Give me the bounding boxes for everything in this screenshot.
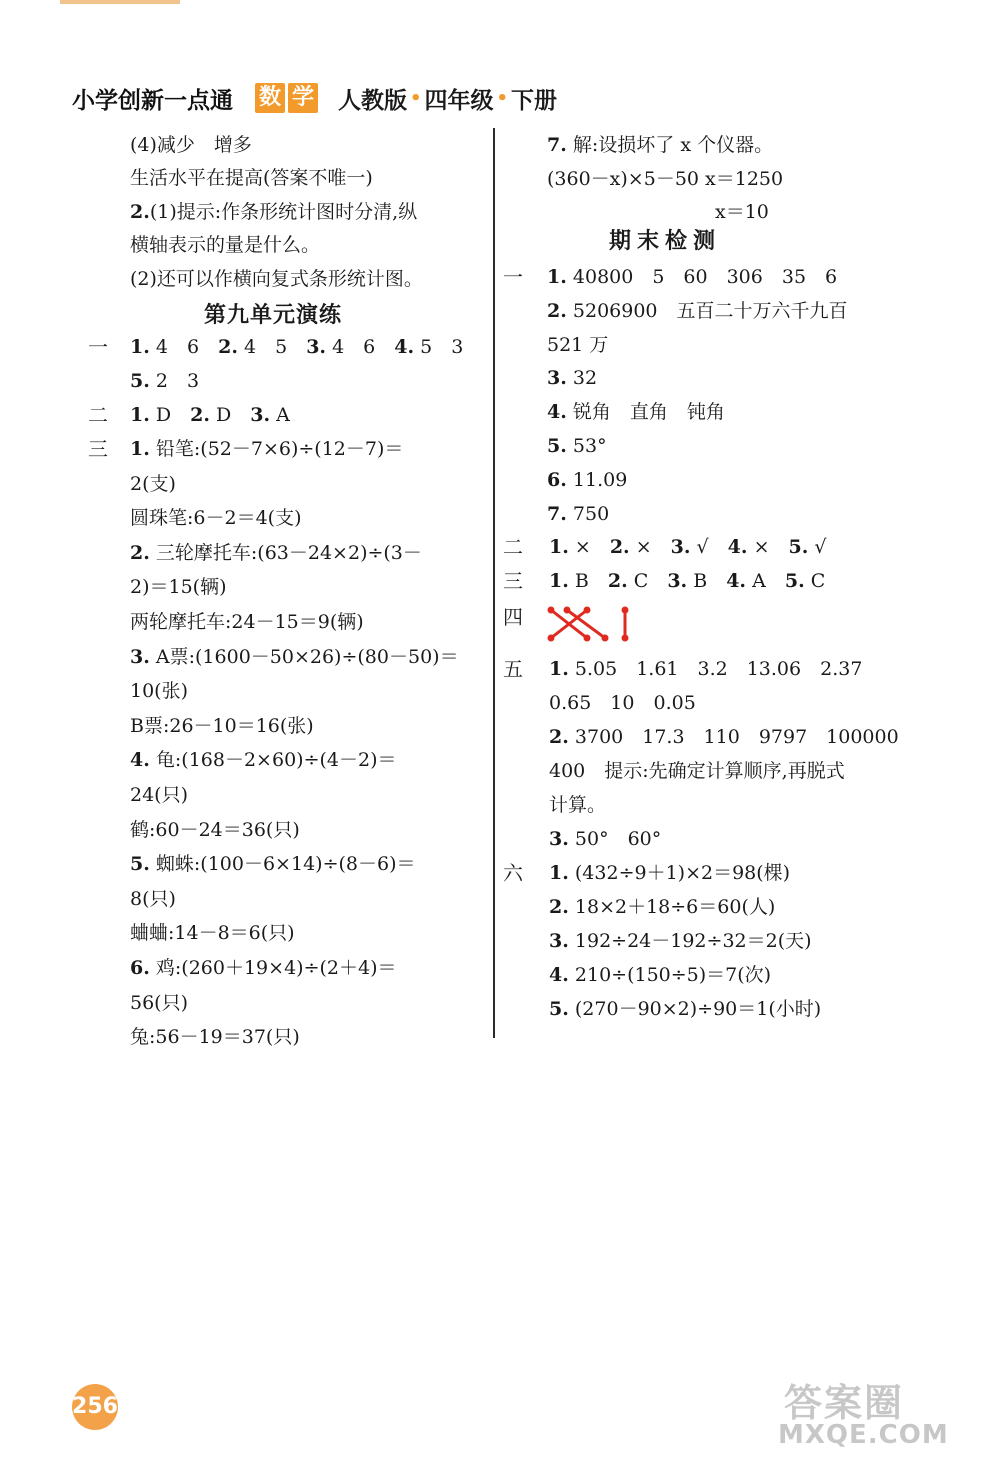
answer-line: [547, 395, 725, 429]
answer-line: [130, 709, 314, 743]
answer-text: (1)提示:作条形统计图时分清,纵: [149, 201, 418, 223]
question-number: 2.: [609, 536, 630, 558]
volume-label: 下册: [511, 87, 558, 114]
answer-text: 2 3: [155, 370, 200, 392]
answer-text: 4 6: [155, 336, 200, 358]
question-number: 6.: [547, 468, 567, 491]
question-number: 1.: [549, 658, 569, 680]
question-number: 4.: [130, 749, 150, 772]
answer-text: 3700 17.3 110 9797 100000: [574, 726, 899, 748]
answer-line: [130, 364, 199, 398]
question-number: 2.: [130, 541, 150, 564]
question-number: 6.: [130, 957, 150, 979]
match-dot: [548, 607, 555, 614]
answer-line: [549, 788, 606, 822]
answer-text: 192÷24－192÷32＝2(天): [574, 930, 812, 952]
answer-text: 4 6: [332, 336, 376, 358]
answer-line: [549, 958, 771, 992]
answer-text: 两轮摩托车:24－15＝9(辆): [130, 611, 364, 633]
subject-badge-2: 学: [288, 83, 318, 113]
answer-text: A: [752, 570, 766, 592]
watermark-logo: [778, 1372, 978, 1450]
answer-text: B: [693, 570, 708, 592]
section-label: 六: [503, 861, 523, 885]
watermark-text: 答案圈: [784, 1381, 905, 1425]
answer-text: 龟:(168－2×60)÷(4－2)＝: [155, 749, 397, 772]
answer-line: [549, 856, 790, 890]
answer-text: D: [155, 404, 172, 426]
answer-line: [130, 605, 364, 639]
answer-line: [549, 530, 827, 564]
answer-text: 鸡:(260＋19×4)÷(2＋4)＝: [155, 957, 397, 979]
match-dot: [564, 607, 571, 614]
match-dot: [622, 607, 629, 614]
answer-text: ×: [574, 536, 591, 558]
answer-line: [130, 882, 176, 916]
answer-line: [547, 162, 783, 196]
answer-line: [130, 916, 295, 950]
answer-line: [130, 467, 176, 501]
question-number: 3.: [130, 645, 150, 668]
answer-text: 210÷(150÷5)＝7(次): [574, 964, 772, 986]
question-number: 3.: [667, 570, 688, 592]
page-header: [72, 78, 557, 118]
answer-text: ×: [753, 536, 770, 558]
answer-line: [130, 330, 463, 364]
question-number: 7.: [547, 502, 567, 525]
section-label: 二: [503, 535, 523, 559]
answer-line: 横轴表示的量是什么。: [130, 234, 321, 256]
answer-text: (270－90×2)÷90＝1(小时): [574, 998, 822, 1020]
question-number: 3.: [250, 404, 271, 426]
answer-line: [130, 570, 227, 604]
section-label: 五: [503, 657, 523, 681]
answer-text: (360－x)×5－50 x＝1250: [547, 167, 784, 190]
question-number: 2.: [218, 336, 238, 358]
edition-label: 人教版: [338, 87, 407, 114]
question-number: 2.: [547, 299, 567, 322]
answer-line: [547, 328, 608, 362]
question-number: 1.: [130, 336, 150, 358]
question-number: 1.: [549, 536, 569, 558]
question-number: 4.: [726, 570, 747, 592]
question-number: 1.: [549, 570, 569, 592]
answer-text: B: [574, 570, 589, 592]
section-label: 三: [88, 437, 108, 461]
answer-line: [130, 640, 459, 674]
answer-text: 5206900 五百二十万六千九百: [572, 299, 848, 322]
answer-line: [549, 754, 845, 788]
question-number: 1.: [549, 862, 569, 884]
match-dot: [584, 607, 591, 614]
answer-line: [547, 463, 627, 497]
answer-text: 0.65 10 0.05: [549, 692, 696, 714]
question-number: 1.: [130, 404, 150, 426]
answer-line: (4)减少 增多: [130, 134, 252, 156]
answer-text: 2(支): [130, 472, 176, 495]
separator-dot: •: [410, 87, 422, 109]
answer-text: 铅笔:(52－7×6)÷(12－7)＝: [155, 438, 404, 460]
column-divider: [493, 128, 495, 1038]
match-dot: [548, 635, 555, 642]
question-number: 2.: [190, 404, 210, 426]
answer-text: √: [814, 536, 827, 558]
answer-text: 2)＝15(辆): [130, 576, 227, 599]
answer-text: A票:(1600－50×26)÷(80－50)＝: [155, 645, 459, 668]
answer-text: 18×2＋18÷6＝60(人): [574, 896, 776, 918]
separator-dot: •: [496, 87, 509, 109]
answer-line: [130, 1020, 300, 1054]
section-label: 四: [503, 605, 523, 629]
answer-text: A: [276, 404, 290, 426]
question-number: 5.: [788, 536, 809, 558]
answer-line: [715, 195, 769, 229]
answer-line: [130, 432, 403, 466]
watermark-url: MXQE.COM: [778, 1420, 949, 1450]
answer-line: [130, 951, 397, 985]
match-dot: [602, 635, 609, 642]
grade-label: 四年级: [424, 87, 494, 114]
matching-lines-diagram: [545, 604, 635, 644]
answer-text: 400 提示:先确定计算顺序,再脱式: [549, 760, 845, 782]
answer-line: [549, 992, 821, 1026]
final-exam-title: 期末检测: [609, 228, 722, 254]
top-color-band: [60, 0, 180, 4]
answer-text: B票:26－10＝16(张): [130, 714, 314, 737]
answer-text: 521 万: [547, 333, 609, 356]
answer-line: [547, 361, 597, 395]
question-number: 5.: [784, 570, 805, 592]
answer-line: [549, 924, 812, 958]
answer-line: [549, 822, 661, 856]
question-number: 5.: [547, 435, 567, 457]
answer-text: 10(张): [130, 680, 189, 703]
series-title: 小学创新一点通: [72, 87, 233, 114]
answer-line: [549, 564, 825, 598]
answer-line: [549, 720, 899, 754]
answer-line: [547, 128, 773, 162]
answer-text: D: [216, 404, 232, 426]
answer-text: 53°: [572, 435, 607, 457]
question-number: 2.: [549, 896, 569, 918]
question-number: 3.: [547, 367, 567, 390]
answer-line: [130, 743, 397, 777]
match-line: [567, 610, 605, 638]
answer-line: [130, 674, 188, 708]
question-number: 3.: [549, 828, 569, 850]
answer-text: 三轮摩托车:(63－24×2)÷(3－: [155, 541, 422, 564]
answer-text: 50° 60°: [574, 828, 662, 850]
answer-text: (432÷9＋1)×2＝98(棵): [574, 862, 791, 884]
answer-line: [547, 429, 607, 463]
answer-text: x＝10: [715, 201, 769, 223]
answer-text: 蜘蛛:(100－6×14)÷(8－6)＝: [155, 853, 416, 876]
question-number: 2.: [549, 726, 569, 748]
question-number: 4.: [547, 401, 567, 424]
section-label: 三: [503, 569, 523, 593]
answer-line: 生活水平在提高(答案不唯一): [130, 167, 373, 189]
answer-text: 5.05 1.61 3.2 13.06 2.37: [574, 658, 863, 680]
answer-text: 40800 5 60 306 35 6: [572, 266, 838, 288]
subject-badge-1: 数: [255, 83, 285, 113]
answer-text: 4 5: [243, 336, 288, 358]
answer-line: [547, 497, 609, 531]
question-number: 3.: [670, 536, 691, 558]
answer-text: 圆珠笔:6－2＝4(支): [130, 507, 302, 530]
answer-text: 32: [572, 367, 598, 390]
question-number: 7.: [547, 134, 567, 156]
match-dot: [584, 635, 591, 642]
question-number: 1.: [547, 266, 567, 288]
question-number: 1.: [130, 438, 150, 460]
answer-text: C: [810, 570, 826, 592]
question-number: 4.: [549, 964, 569, 986]
question-number: 5.: [130, 370, 150, 392]
answer-line: [130, 986, 188, 1020]
answer-line: (2)还可以作横向复式条形统计图。: [130, 268, 423, 290]
answer-text: 8(只): [130, 887, 176, 910]
answer-line: [130, 847, 416, 881]
question-number: 3.: [306, 336, 327, 358]
answer-line: [549, 686, 696, 720]
match-dot: [622, 635, 629, 642]
unit-title: 第九单元演练: [204, 302, 343, 328]
answer-line: [130, 778, 188, 812]
answer-line: [547, 294, 848, 328]
answer-text: 鹤:60－24＝36(只): [130, 818, 300, 841]
answer-text: 750: [572, 502, 610, 525]
question-number: 2.: [607, 570, 628, 592]
answer-line: [130, 501, 302, 535]
answer-line: [130, 813, 300, 847]
answer-line: [130, 195, 417, 229]
answer-text: 11.09: [572, 468, 628, 491]
answer-line: [549, 890, 775, 924]
answer-text: ×: [635, 536, 652, 558]
question-number: 3.: [549, 930, 569, 952]
answer-text: 蛐蛐:14－8＝6(只): [130, 922, 295, 945]
question-number: 5.: [549, 998, 569, 1020]
section-label: 一: [503, 265, 523, 289]
question-number: 5.: [130, 853, 150, 876]
answer-text: 24(只): [130, 784, 189, 806]
answer-text: 56(只): [130, 991, 189, 1014]
question-number: 2.: [130, 201, 150, 223]
answer-text: √: [696, 536, 709, 558]
question-number: 4.: [394, 336, 415, 358]
section-label: 一: [88, 335, 108, 359]
answer-text: 计算。: [549, 794, 607, 816]
section-label: 二: [88, 403, 108, 427]
answer-line: [549, 652, 862, 686]
answer-text: 解:设损坏了 x 个仪器。: [572, 134, 774, 156]
answer-line: [130, 398, 290, 432]
answer-text: 兔:56－19＝37(只): [130, 1026, 300, 1049]
page-number-badge: 256: [72, 1384, 118, 1430]
answer-text: 5 3: [420, 336, 464, 358]
answer-text: 锐角 直角 钝角: [572, 401, 725, 424]
answer-line: [130, 536, 422, 570]
question-number: 4.: [727, 536, 748, 558]
answer-text: C: [633, 570, 649, 592]
answer-line: [547, 260, 837, 294]
